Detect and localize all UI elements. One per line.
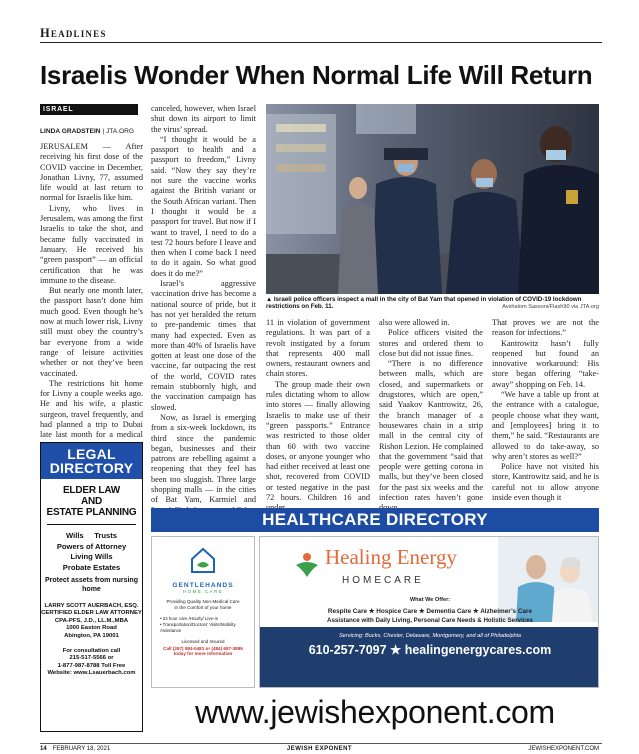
paragraph: That proves we are not the reason for infections.” [492, 318, 599, 338]
legal-title-line: LEGAL [67, 446, 116, 462]
paragraph: Israel’s aggressive vaccination drive has become a national source of pride, but it has not yet heralded the return to pre-pandemic times that many had expected. Even as more than 40% of Israelis have gotten at least one dose of the vaccine, far outpacing the rest of the world, COVID rates remain stubbornly high, and the vaccination campaign has slowed. [151, 279, 256, 412]
paragraph: also were allowed in. [379, 318, 450, 327]
legal-title-line: DIRECTORY [49, 460, 134, 476]
paragraph: “I thought it would be a passport to health and a passport to freedom,” Livny said. “Now they say they’re not sure the vaccine works against the British variant or the South African variant. Then I thought it would be a passport for travel. But now if I want to travel, I need to do a test 72 hours before I leave and then when I come back I need to do it again. So what good does it do me?” [151, 134, 256, 278]
section-rule [40, 42, 602, 43]
divider [47, 524, 136, 525]
legal-contact [41, 648, 142, 678]
gentlehands-call [152, 646, 254, 657]
figure-logo-icon [292, 549, 322, 579]
paragraph: But nearly one month later, the passport hasn’t done him much good. Even though he’s now at much lower risk, Livny still must obey the country’s bar everyone from a wide range of leisure activities whether or not they’ve been vaccinated. [40, 286, 143, 378]
legal-address [41, 603, 142, 640]
legal-directory-header [41, 443, 142, 479]
legal-protect: Protect assets from nursing home [45, 577, 138, 593]
paragraph: canceled, however, when Israel shut down its airport to limit the virus’ spread. [151, 104, 256, 134]
healing-energy-phone: 610-257-7097 ★ healingenergycares.com [308, 643, 552, 657]
footer-site: JEWISHEXPONENT.COM [528, 746, 599, 752]
gentlehands-name: GENTLEHANDS [172, 582, 234, 589]
kicker-badge: ISRAEL [40, 104, 138, 115]
tag-line: Providing Quality Non-Medical Care [166, 599, 240, 604]
legal-services [41, 531, 142, 573]
paragraph: The restrictions hit home for Livny a couple weeks ago. He and his wife, a plastic surgeon, travel frequently, and had planned a trip to Dubai late last month for a medical [40, 378, 143, 440]
firm-line: AND [80, 496, 103, 507]
byline-author: LINDA GRADSTEIN [40, 128, 101, 135]
service-item: Living Wills [70, 552, 113, 561]
byline: LINDA GRADSTEIN | JTA.ORG [40, 128, 135, 135]
paragraph: Livny, who lives in Jerusalem, was among the first Israelis to take the shot, and became fully vaccinated in January. He received his “green passport” — an official certification that he was immune to the disease. [40, 203, 143, 285]
service-item: Probate Estates [62, 562, 121, 572]
bullet-item: • Transportation/Doctors’ Visits/Mobility Assistance [160, 621, 236, 633]
page-number: 14 [40, 746, 47, 752]
bullet-item: • 24 hour care /Hourly/ Live-In [160, 616, 219, 622]
firm-line: ESTATE PLANNING [46, 507, 137, 518]
photo-caption: ▲ Israeli police officers inspect a mall in the city of Bat Yam that opened in violation of COVID-19 lockdown restrictions on Feb. 11. [266, 296, 582, 311]
call-line: today for more information [173, 651, 233, 657]
footer-rule [40, 743, 602, 744]
service-item: Wills Trusts [66, 531, 117, 540]
legal-firm-title [41, 485, 142, 518]
paragraph: “We have a table up front at the entrance with a catalogue, people choose what they want, and [employees] bring it to them,” he said. “Restaurants are allowed to do take-away, so why aren’t stores as well?” [492, 390, 599, 461]
healing-energy-contact-bar [260, 627, 599, 688]
paragraph: The group made their own rules dictating whom to allow into stores — finally allowing Israelis to make use of their “green passports.” Entrance was restricted to those older than 60 with two vaccine doses, or anyone younger who had either received at least one shot, recovered from COVID or tested negative in the past 72 hours. Children 16 and [266, 379, 370, 503]
healing-energy-homecare: HOMECARE [342, 575, 424, 586]
gentlehands-tagline [152, 599, 254, 610]
paragraph: Kantrowitz hasn’t fully reopened but found an innovative workaround: His store began offering “take-away” shopping on Feb. 14. [492, 338, 599, 389]
healthcare-directory-band: HEALTHCARE DIRECTORY [151, 508, 599, 532]
gentlehands-license: Licensed and Insured [181, 638, 225, 644]
headline: Israelis Wonder When Normal Life Will Return [40, 60, 593, 90]
paragraph: Police officers visited the stores and ordered them to close but did not issue fines. [379, 328, 483, 358]
address-line: CPA-PFS, J.D., LL.M.,MBA [54, 617, 129, 624]
footer-date: FEBRUARY 18, 2021 [52, 746, 111, 752]
paragraph: Police have not visited his store, Kantrowitz said, and he is careful not to allow anyone inside even though it [492, 462, 599, 503]
paragraph: 11 in violation of government regulations. It was part of a revolt instigated by a forum that represents 400 mall owners, restaurant owners and chain stores. [266, 318, 370, 379]
article-column-4 [379, 318, 483, 514]
paragraph: JERUSALEM — After receiving his first dose of the COVID vaccine in December, Jonathan Livny, 77, assumed life would at last return to normal for Israelis like him. [40, 142, 143, 203]
firm-line: ELDER LAW [62, 485, 121, 496]
article-column-1 [40, 142, 143, 451]
healing-energy-serving: Servicing: Bucks, Chester, Delaware, Montgomery, and all of Philadelphia [338, 633, 522, 639]
article-photo [266, 104, 599, 294]
article-column-5 [492, 318, 599, 503]
gentlehands-ad [151, 536, 255, 688]
paragraph: “There is no difference between malls, which are closed, and supermarkets or drugstores, which are open,” said Yaakov Kantrowitz, 26, the branch manager of a housewares chain in a strip mall in the central city of Rishon Lezion. He complained that the government “said that people were getting corona in malls, but they’ve been closed for the past six weeks and the infection rates haven’t gone [379, 359, 483, 503]
article-column-2 [151, 104, 256, 516]
healing-energy-name: Healing Energy [325, 545, 457, 569]
paragraph: Now, as Israel is emerging from a six-week lockdown, its third since the pandemic began, businesses and their patrons are rebelling against a reopening that they feel has been too sluggish. Three large shopping malls — in the cities of Bat Yam, Karmiel and [151, 412, 256, 505]
healing-energy-services: Respite Care ★ Hospice Care ★ Dementia Care ★ Alzheimer’s Care [327, 608, 533, 615]
byline-source: JTA.ORG [105, 128, 135, 135]
gentlehands-sub: HOME CARE [182, 589, 224, 594]
section-head: Headlines [40, 26, 107, 40]
address-line: LARRY SCOTT AUERBACH, ESQ. [44, 603, 139, 609]
tag-line: in the Comfort of your home [174, 604, 232, 610]
contact-line: 1-877-987-8788 Toll Free [57, 662, 126, 669]
photo-credit: Avshalom Sassoni/Flash90 via JTA.org [502, 304, 599, 310]
service-item: Powers of Attorney [56, 541, 127, 551]
website-banner: www.jewishexponent.com [151, 690, 599, 734]
legal-directory-body [41, 485, 142, 678]
address-line: 1000 Easton Road [66, 625, 117, 632]
legal-directory-ad [40, 442, 143, 732]
contact-line: For consultation call [62, 648, 121, 655]
house-hand-icon [188, 545, 218, 575]
article-column-3 [266, 318, 370, 514]
footer-paper: JEWISH EXPONENT [286, 746, 353, 752]
address-line: CERTIFIED ELDER LAW ATTORNEY [41, 610, 142, 617]
call-line: Call (267) 584-0481 or (484) 687-3895 [163, 645, 243, 651]
healing-energy-ad [259, 536, 599, 688]
address-line: Abington, PA 19001 [64, 632, 119, 639]
contact-line: 215-517-5566 or [69, 655, 114, 662]
healing-energy-offer: What We Offer: [409, 597, 451, 603]
contact-line: Website: www.Lsauerbach.com [47, 670, 136, 677]
healing-energy-assist: Assistance with Daily Living, Personal Care Needs & Holistic Services [327, 617, 533, 624]
police-mall-photo [266, 104, 599, 294]
gentlehands-bullets [160, 616, 254, 633]
